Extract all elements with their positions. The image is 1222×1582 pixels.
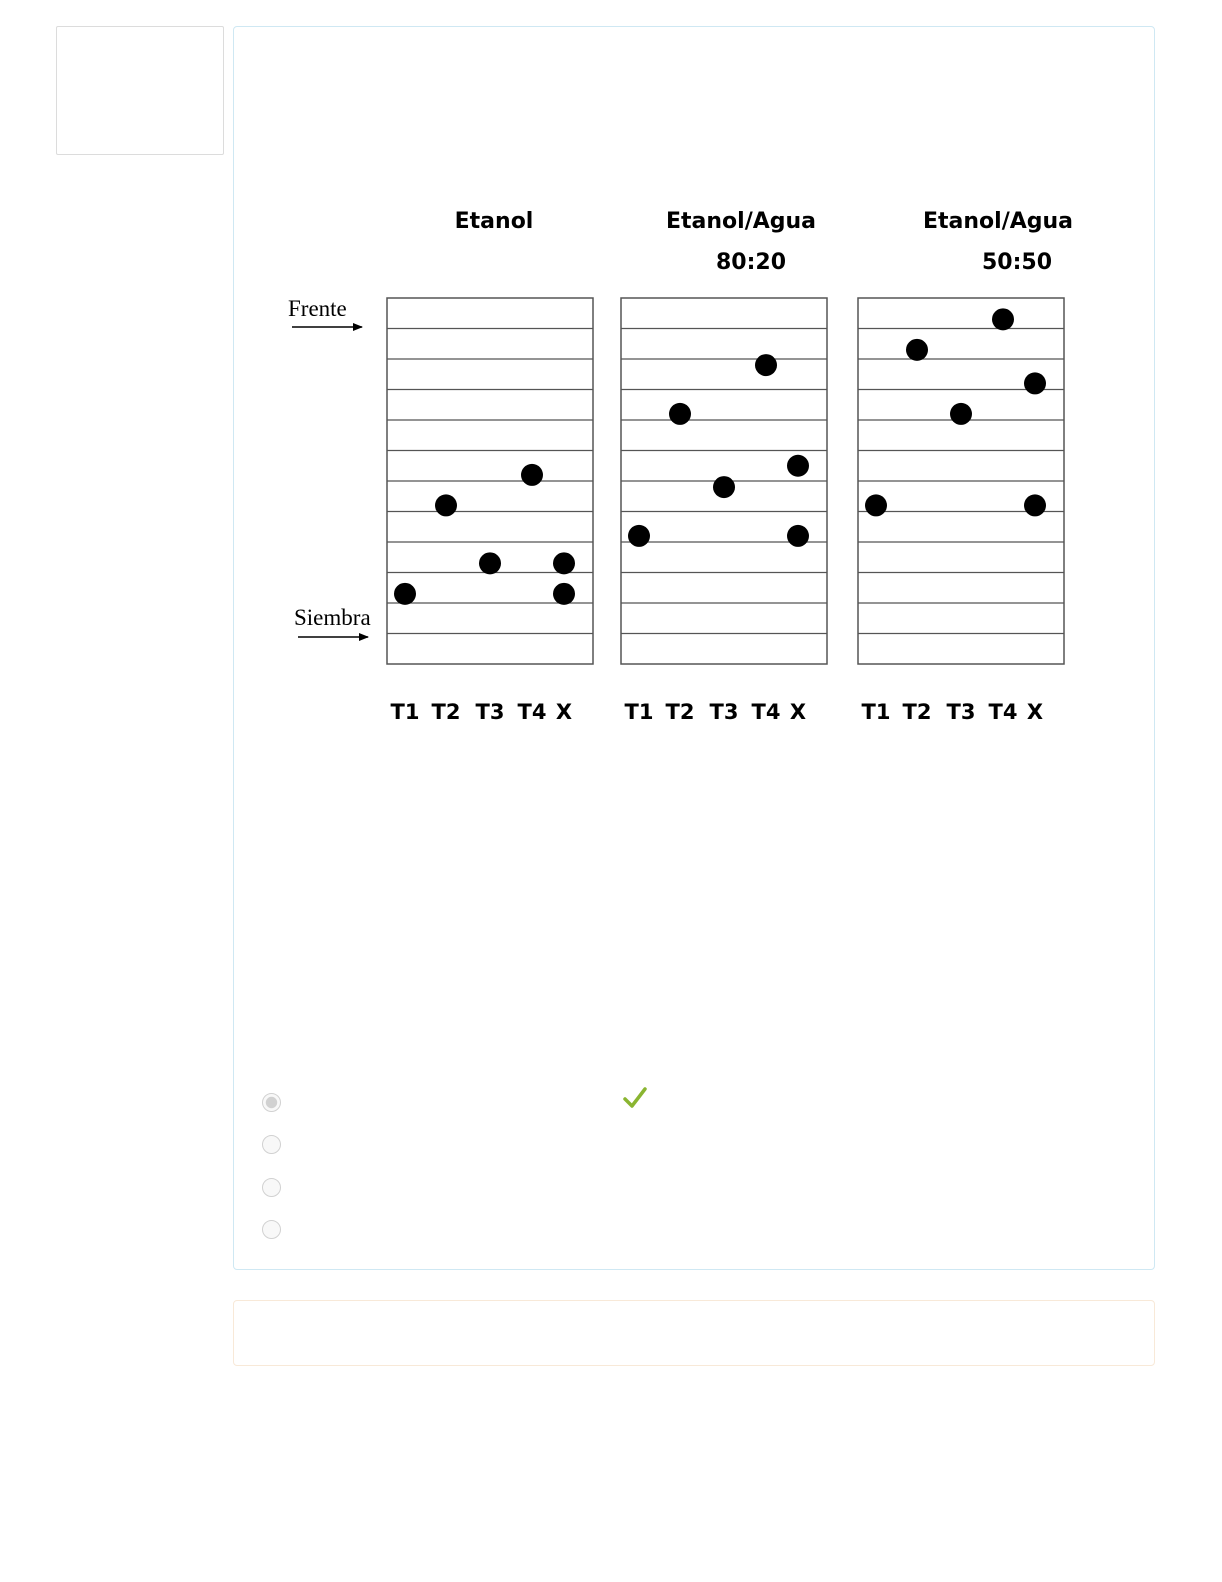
spot-t1 — [394, 583, 416, 605]
tlc-figure — [234, 27, 1154, 767]
spot-t2 — [435, 494, 457, 516]
spot-t2 — [906, 339, 928, 361]
lane-label: T1 — [861, 700, 891, 724]
spot-t4 — [992, 308, 1014, 330]
question-card — [233, 26, 1155, 1270]
spot-x — [1024, 372, 1046, 394]
spot-x — [787, 455, 809, 477]
spot-x — [787, 525, 809, 547]
tlc-plate — [387, 298, 593, 664]
spot-t1 — [865, 494, 887, 516]
tlc-plate — [621, 298, 827, 664]
lane-label: T2 — [902, 700, 932, 724]
question-info-box — [56, 26, 224, 155]
spot-t1 — [628, 525, 650, 547]
tlc-plates — [387, 298, 1064, 724]
lane-label: T3 — [475, 700, 505, 724]
spot-x — [553, 583, 575, 605]
answer-radio[interactable] — [262, 1135, 281, 1154]
answer-option[interactable] — [262, 1178, 1122, 1220]
side-labels — [288, 296, 371, 637]
lane-label: T4 — [517, 700, 547, 724]
front-label: Frente — [288, 296, 347, 321]
panel-ratio: 80:20 — [715, 250, 787, 275]
spot-t3 — [479, 552, 501, 574]
panel-title: Etanol/Agua — [922, 209, 1074, 234]
lane-label: T2 — [431, 700, 461, 724]
answer-option[interactable] — [262, 1135, 1122, 1177]
panel-title: Etanol/Agua — [665, 209, 817, 234]
spot-t2 — [669, 403, 691, 425]
feedback-box — [233, 1300, 1155, 1366]
lane-label: X — [1026, 700, 1044, 724]
lane-label: T3 — [946, 700, 976, 724]
lane-label: T1 — [390, 700, 420, 724]
lane-label: T2 — [665, 700, 695, 724]
spot-t3 — [713, 476, 735, 498]
spot-x — [553, 552, 575, 574]
answer-option[interactable] — [262, 1093, 1122, 1135]
spot-t4 — [521, 464, 543, 486]
panel-title: Etanol — [454, 209, 534, 234]
answer-radio[interactable] — [262, 1093, 281, 1112]
lane-label: T3 — [709, 700, 739, 724]
spot-t4 — [755, 354, 777, 376]
seed-label: Siembra — [294, 605, 371, 630]
lane-label: X — [555, 700, 573, 724]
spot-x — [1024, 494, 1046, 516]
lane-label: X — [789, 700, 807, 724]
check-icon — [622, 1085, 648, 1111]
answer-radio[interactable] — [262, 1178, 281, 1197]
answer-radio[interactable] — [262, 1220, 281, 1239]
panel-titles — [455, 209, 1073, 275]
answer-options — [262, 1093, 1122, 1263]
lane-label: T4 — [988, 700, 1018, 724]
spot-t3 — [950, 403, 972, 425]
lane-label: T1 — [624, 700, 654, 724]
panel-ratio: 50:50 — [981, 250, 1053, 275]
answer-option[interactable] — [262, 1220, 1122, 1262]
tlc-plate — [858, 298, 1064, 664]
lane-label: T4 — [751, 700, 781, 724]
